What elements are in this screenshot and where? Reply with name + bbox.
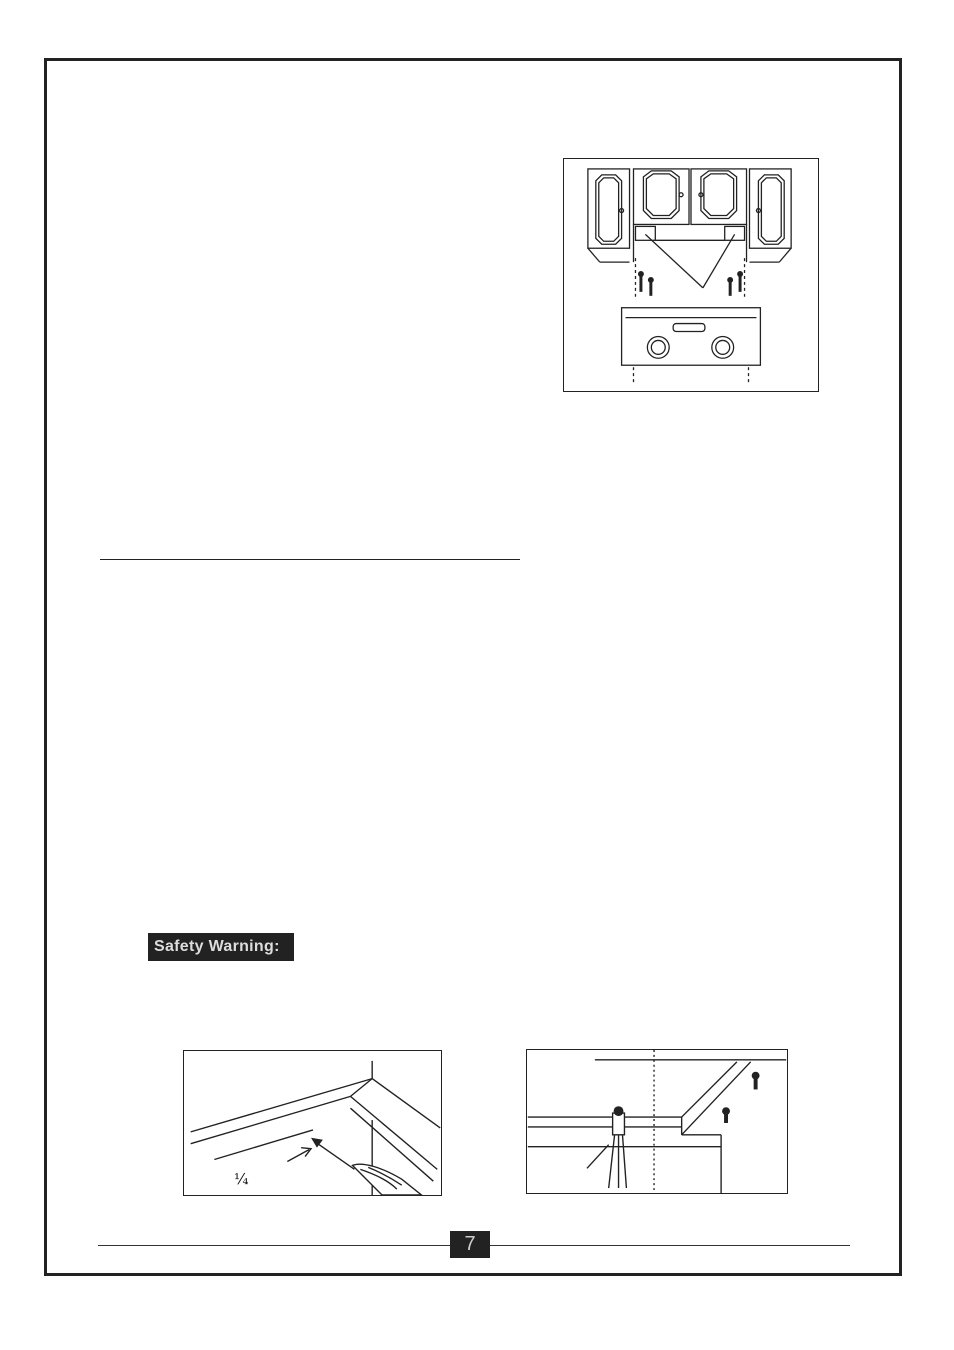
figure-hood-under-cabinet [563,158,819,392]
drill-bit-size: ¼ [234,1170,249,1188]
drill-diagram [184,1051,441,1195]
page-number: 7 [450,1231,490,1258]
figure-drill-hole [183,1050,442,1196]
section-divider [100,559,520,560]
figure-screw-mount [526,1049,788,1194]
cabinet-hood-diagram [564,159,818,391]
screw-diagram [527,1050,787,1193]
safety-warning-label: Safety Warning: [148,933,294,961]
